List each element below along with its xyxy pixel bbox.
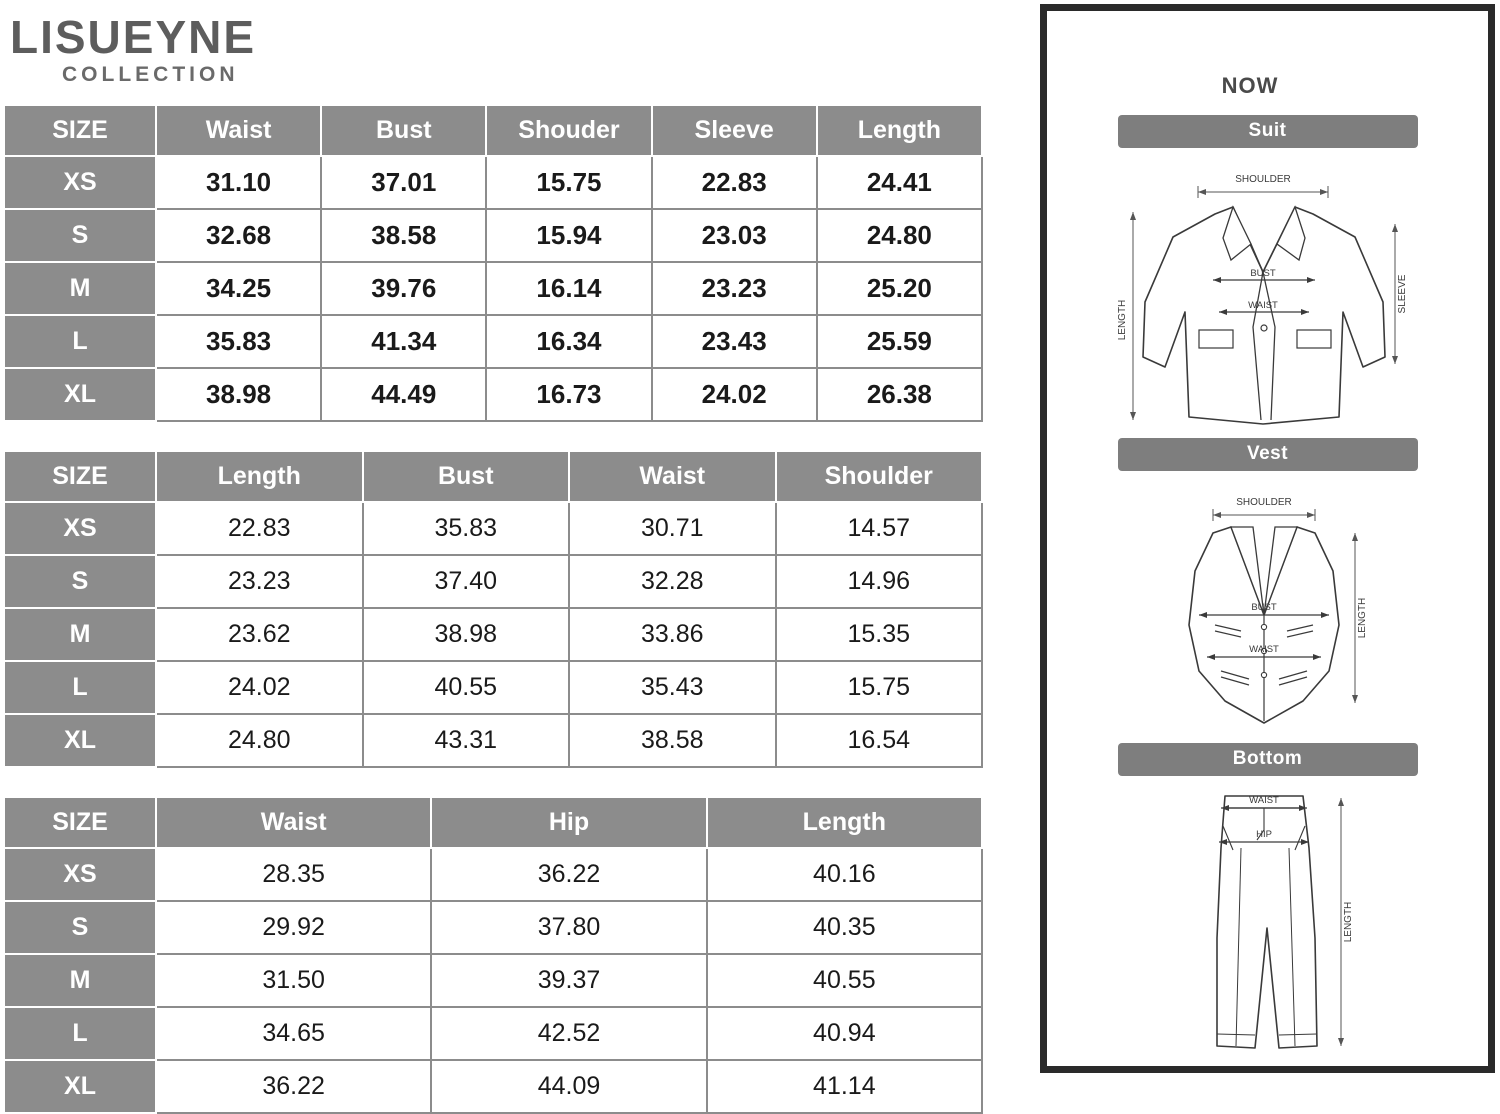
column-header-bust: Bust [321,105,486,156]
row-header-size: XL [4,368,156,421]
cell-length: 24.80 [817,209,982,262]
measurement-guide-panel [1005,0,1500,1077]
cell-waist: 29.92 [156,901,431,954]
column-header-bust: Bust [363,451,570,502]
cell-sleeve: 23.23 [652,262,817,315]
row-header-size: XS [4,156,156,209]
cell-hip: 42.52 [431,1007,706,1060]
table-header-row [4,105,982,156]
column-header-length: Length [707,797,982,848]
vest-size-table [3,450,983,768]
vest-illustration [1103,475,1433,737]
bottom-size-table [3,796,983,1114]
cell-waist: 34.25 [156,262,321,315]
row-header-size: M [4,262,156,315]
cell-length: 24.80 [156,714,363,767]
label-waist: WAIST [1248,644,1279,655]
column-header-waist: Waist [156,797,431,848]
brand-subtitle: COLLECTION [62,62,239,86]
cell-shoulder: 16.73 [486,368,651,421]
cell-length: 24.02 [156,661,363,714]
column-header-hip: Hip [431,797,706,848]
cell-bust: 44.49 [321,368,486,421]
cell-waist: 36.22 [156,1060,431,1113]
cell-bust: 39.76 [321,262,486,315]
cell-hip: 36.22 [431,848,706,901]
cell-length: 26.38 [817,368,982,421]
bottom-diagram [1047,778,1488,1058]
label-length: LENGTH [1342,901,1354,943]
label-bust: BUST [1249,268,1276,279]
table-row [4,901,982,954]
cell-waist: 35.43 [569,661,776,714]
row-header-size: S [4,901,156,954]
cell-sleeve: 23.03 [652,209,817,262]
table-row [4,209,982,262]
cell-length: 22.83 [156,502,363,555]
cell-hip: 39.37 [431,954,706,1007]
cell-bust: 35.83 [363,502,570,555]
vest-diagram [1047,475,1488,737]
row-header-size: L [4,661,156,714]
cell-waist: 34.65 [156,1007,431,1060]
cell-sleeve: 23.43 [652,315,817,368]
table-row [4,848,982,901]
cell-length: 40.35 [707,901,982,954]
cell-length: 40.16 [707,848,982,901]
cell-shoulder: 14.57 [776,502,983,555]
cell-waist: 31.50 [156,954,431,1007]
cell-waist: 38.98 [156,368,321,421]
column-header-size: SIZE [4,797,156,848]
brand-logo [0,0,1005,87]
cell-shoulder: 15.94 [486,209,651,262]
cell-shoulder: 16.14 [486,262,651,315]
row-header-size: S [4,555,156,608]
label-shoulder: SHOULDER [1234,174,1291,185]
cell-bust: 40.55 [363,661,570,714]
table-row [4,608,982,661]
cell-shoulder: 14.96 [776,555,983,608]
panel-content [1047,11,1488,1066]
column-header-shoulder: Shouder [486,105,651,156]
cell-shoulder: 16.34 [486,315,651,368]
cell-shoulder: 16.54 [776,714,983,767]
cell-length: 41.14 [707,1060,982,1113]
table-row [4,315,982,368]
cell-sleeve: 24.02 [652,368,817,421]
label-bust: BUST [1250,602,1277,613]
row-header-size: XL [4,1060,156,1113]
label-length: LENGTH [1356,597,1368,639]
label-shoulder: SHOULDER [1235,497,1292,508]
row-header-size: XL [4,714,156,767]
cell-hip: 37.80 [431,901,706,954]
table-row [4,555,982,608]
row-header-size: M [4,954,156,1007]
cell-waist: 32.28 [569,555,776,608]
table-header-row [4,797,982,848]
column-header-waist: Waist [569,451,776,502]
cell-shoulder: 15.75 [776,661,983,714]
row-header-size: L [4,315,156,368]
column-header-shoulder: Shoulder [776,451,983,502]
cell-waist: 38.58 [569,714,776,767]
cell-waist: 28.35 [156,848,431,901]
cell-waist: 33.86 [569,608,776,661]
pants-illustration [1103,778,1433,1068]
row-header-size: L [4,1007,156,1060]
row-header-size: XS [4,502,156,555]
cell-shoulder: 15.75 [486,156,651,209]
table-row [4,502,982,555]
table-row [4,368,982,421]
jacket-size-table [3,104,983,422]
cell-length: 23.23 [156,555,363,608]
now-label: NOW [1221,73,1279,98]
section-bar-bottom: Bottom [1118,743,1418,776]
table-header-row [4,451,982,502]
column-header-size: SIZE [4,105,156,156]
label-length: LENGTH [1116,299,1128,341]
label-waist: WAIST [1247,300,1278,311]
table-row [4,262,982,315]
cell-waist: 30.71 [569,502,776,555]
column-header-sleeve: Sleeve [652,105,817,156]
cell-bust: 37.01 [321,156,486,209]
table-row [4,1060,982,1113]
label-hip: HIP [1255,829,1272,840]
section-bar-vest: Vest [1118,438,1418,471]
table-row [4,954,982,1007]
cell-sleeve: 22.83 [652,156,817,209]
table-row [4,1007,982,1060]
cell-length: 25.59 [817,315,982,368]
cell-length: 25.20 [817,262,982,315]
cell-waist: 35.83 [156,315,321,368]
cell-bust: 43.31 [363,714,570,767]
row-header-size: M [4,608,156,661]
column-header-length: Length [156,451,363,502]
cell-waist: 31.10 [156,156,321,209]
row-header-size: XS [4,848,156,901]
table-row [4,714,982,767]
cell-bust: 38.58 [321,209,486,262]
cell-length: 24.41 [817,156,982,209]
cell-hip: 44.09 [431,1060,706,1113]
label-waist: WAIST [1248,795,1279,806]
row-header-size: S [4,209,156,262]
cell-length: 40.55 [707,954,982,1007]
table-row [4,661,982,714]
column-header-waist: Waist [156,105,321,156]
column-header-length: Length [817,105,982,156]
cell-waist: 32.68 [156,209,321,262]
cell-length: 23.62 [156,608,363,661]
suit-illustration [1103,152,1433,432]
suit-diagram [1047,152,1488,432]
brand-name: LISUEYNE [10,11,257,63]
cell-shoulder: 15.35 [776,608,983,661]
section-bar-suit: Suit [1118,115,1418,148]
label-sleeve: SLEEVE [1396,274,1408,314]
cell-length: 40.94 [707,1007,982,1060]
cell-bust: 41.34 [321,315,486,368]
column-header-size: SIZE [4,451,156,502]
cell-bust: 37.40 [363,555,570,608]
table-row [4,156,982,209]
cell-bust: 38.98 [363,608,570,661]
